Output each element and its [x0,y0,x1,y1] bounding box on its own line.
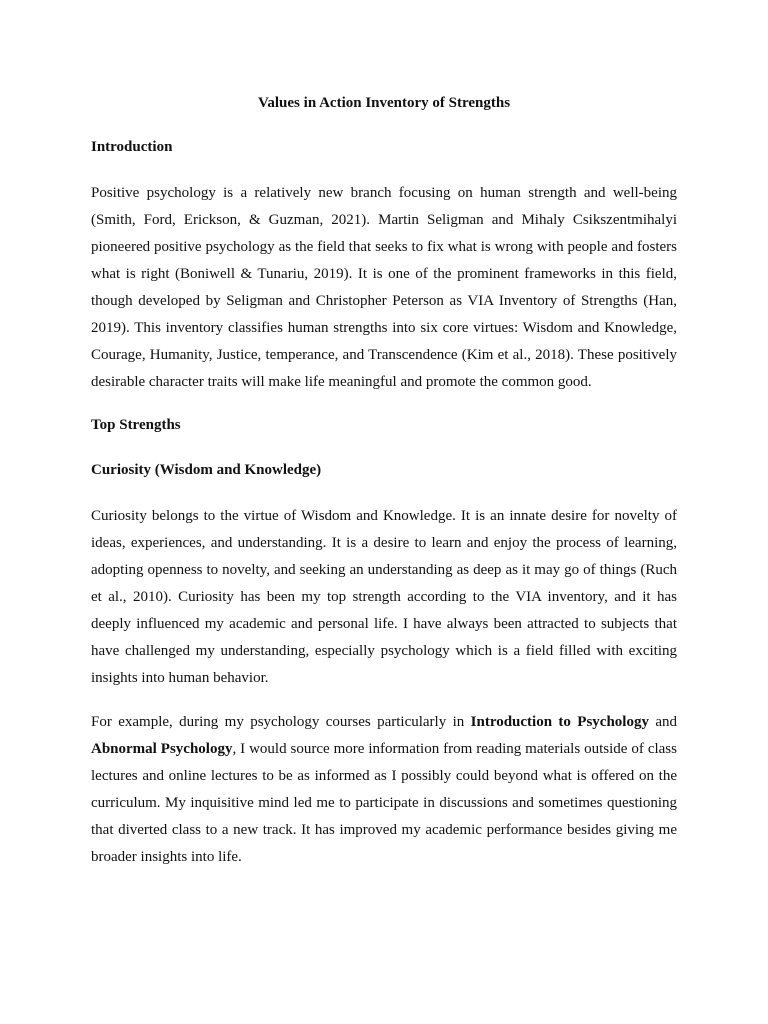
example-text-part3: , I would source more information from reading materials outside of class lectures and online lectures to be as informed as I possibly could beyond what is offered on the curriculum. My inquisitive mind led me to participate in discussions and sometimes questioning that diverted class to a new track. It has improved my academic performance besides giving me broader insights into life. [91,741,677,865]
curiosity-paragraph: Curiosity belongs to the virtue of Wisdom and Knowledge. It is an innate desire for novelty of ideas, experiences, and understanding. It is a desire to learn and enjoy the process of learning, adopting openness to novelty, and seeking an understanding as deep as it may go of things (Ruch et al., 2010). Curiosity has been my top strength according to the VIA inventory, and it has deeply influenced my academic and personal life. I have always been attracted to subjects that have challenged my understanding, especially psychology which is a field filled with exciting insights into human behavior. [91,508,677,686]
example-paragraph [91,709,677,871]
introduction-heading: Introduction [91,139,173,155]
document-title: Values in Action Inventory of Strengths [257,95,511,111]
course-name-intro-psychology: Introduction to Psychology [470,714,649,730]
course-name-abnormal-psychology: Abnormal Psychology [91,741,233,757]
example-text-part1: For example, during my psychology courses particularly in [91,714,471,730]
curiosity-heading: Curiosity (Wisdom and Knowledge) [91,462,322,478]
example-text-part2: and [648,714,677,730]
introduction-paragraph: Positive psychology is a relatively new branch focusing on human strength and well-being (Smith, Ford, Erickson, & Guzman, 2021). Martin Seligman and Mihaly Csikszentmihalyi pioneered positive psychology as the field that seeks to fix what is wrong with people and fosters what is right (Boniwell & Tunariu, 2019). It is one of the prominent frameworks in this field, though developed by Seligman and Christopher Peterson as VIA Inventory of Strengths (Han, 2019). This inventory classifies human strengths into six core virtues: Wisdom and Knowledge, Courage, Humanity, Justice, temperance, and Transcendence (Kim et al., 2018). These positively desirable character traits will make life meaningful and promote the common good. [91,185,677,390]
top-strengths-heading: Top Strengths [91,417,181,433]
document-body [91,91,677,888]
